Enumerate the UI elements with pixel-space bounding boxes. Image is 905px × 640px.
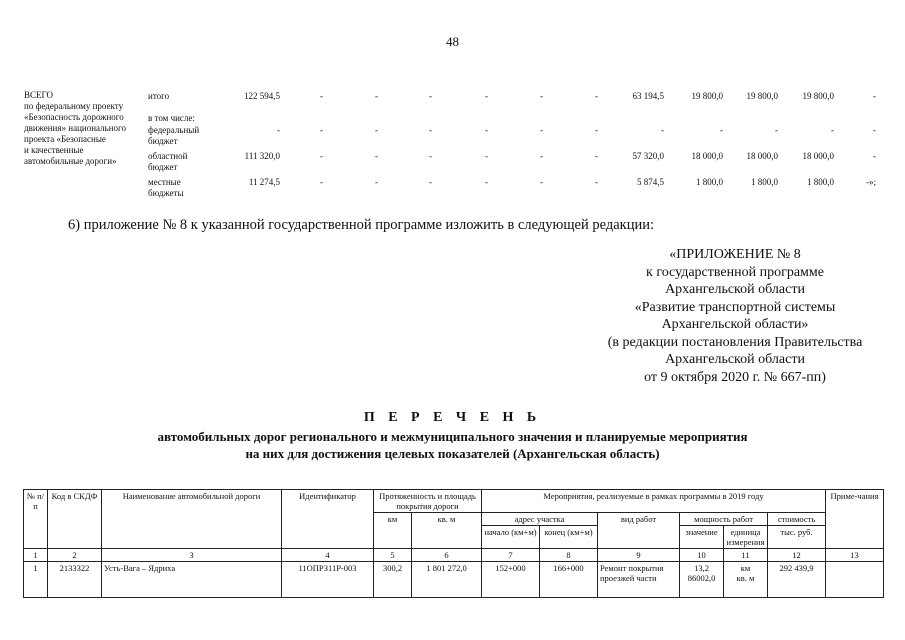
list-title: П Е Р Е Ч Е Н Ь: [363, 410, 542, 425]
budget-label-line: и качественные: [24, 145, 84, 155]
row-value-2: 86002,0: [687, 573, 716, 583]
table-row: [24, 562, 884, 598]
budget-value-cell: -: [540, 125, 543, 135]
budget-label-line: по федеральному проекту: [24, 101, 124, 111]
header-start: начало (км+м): [482, 526, 540, 549]
budget-label-line: ВСЕГО: [24, 90, 53, 100]
appendix-line: Архангельской области: [665, 352, 805, 367]
budget-value-cell: 18 000,0: [691, 151, 723, 161]
col-number: 11: [724, 549, 768, 562]
header-address: адрес участка: [482, 513, 598, 526]
budget-value-cell: 18 000,0: [802, 151, 834, 161]
col-number: 13: [826, 549, 884, 562]
header-work-type: вид работ: [598, 513, 680, 549]
appendix-line: «ПРИЛОЖЕНИЕ № 8: [669, 247, 801, 262]
budget-label-line: движения» национального: [24, 123, 126, 133]
budget-value-cell: -: [595, 177, 598, 187]
header-capacity: мощность работ: [680, 513, 768, 526]
budget-value-cell: 19 800,0: [802, 91, 834, 101]
header-km: км: [374, 513, 412, 549]
budget-value-cell: -: [540, 151, 543, 161]
budget-value-cell: 5 874,5: [637, 177, 664, 187]
budget-value-cell: -: [485, 91, 488, 101]
appendix-line: (в редакции постановления Правительства: [607, 334, 863, 350]
budget-value-cell: 63 194,5: [632, 91, 664, 101]
amendment-text: 6) приложение № 8 к указанной государственной программе изложить в следующей редакции:: [68, 217, 655, 233]
budget-value-cell: -: [277, 125, 280, 135]
budget-value-cell: -: [375, 151, 378, 161]
budget-value-cell: -: [429, 91, 432, 101]
col-number: 12: [768, 549, 826, 562]
appendix-line: Архангельской области»: [661, 317, 809, 332]
budget-value-cell: -: [873, 125, 876, 135]
col-number: 10: [680, 549, 724, 562]
header-name: Наименование автомобильной дороги: [102, 490, 282, 549]
budget-row-type: федеральный бюджет: [148, 125, 200, 146]
budget-label: [24, 90, 144, 167]
roads-table: [23, 489, 883, 614]
budget-value-cell: -: [775, 125, 778, 135]
budget-value-cell: -: [320, 151, 323, 161]
header-thousand: тыс. руб.: [768, 526, 826, 549]
row-value-1: 13,2: [694, 563, 709, 573]
budget-value-cell: 1 800,0: [751, 177, 778, 187]
row-value: [680, 562, 724, 598]
appendix-line: Архангельской области: [665, 282, 805, 297]
row-road-name: Усть-Вага – Ядриха: [102, 562, 282, 598]
row-end: 166+000: [540, 562, 598, 598]
row-start: 152+000: [482, 562, 540, 598]
budget-value-cell: -: [595, 151, 598, 161]
budget-value-cell: 11 274,5: [248, 177, 280, 187]
header-length: Протяженность и площадь покрытия дороги: [374, 490, 482, 513]
budget-value-cell: -: [540, 177, 543, 187]
page-number: 48: [446, 34, 459, 49]
budget-value-cell: -: [595, 91, 598, 101]
budget-value-cell: -: [375, 91, 378, 101]
row-code: 2133322: [48, 562, 102, 598]
col-number: 4: [282, 549, 374, 562]
budget-value-cell: -: [375, 125, 378, 135]
header-sqm: кв. м: [412, 513, 482, 549]
budget-value-cell: -: [595, 125, 598, 135]
budget-value-cell: 1 800,0: [696, 177, 723, 187]
row-km: 300,2: [374, 562, 412, 598]
row-num: 1: [24, 562, 48, 598]
budget-label-line: проекта «Безопасные: [24, 134, 106, 144]
budget-value-cell: 111 320,0: [244, 151, 280, 161]
budget-value-cell: 18 000,0: [746, 151, 778, 161]
col-number: 2: [48, 549, 102, 562]
budget-value-cell: -: [873, 91, 876, 101]
budget-value-cell: -: [485, 151, 488, 161]
budget-value-cell: -: [485, 125, 488, 135]
list-subtitle-line: автомобильных дорог регионального и межмуниципального значения и планируемые мероприятия: [157, 429, 748, 444]
col-number: 7: [482, 549, 540, 562]
budget-value-cell: -: [540, 91, 543, 101]
budget-value-cell: 19 800,0: [746, 91, 778, 101]
row-identifier: 11ОПРЗ11Р-003: [282, 562, 374, 598]
col-number: 5: [374, 549, 412, 562]
appendix-line: от 9 октября 2020 г. № 667-пп): [644, 369, 826, 385]
budget-value-cell: 122 594,5: [244, 91, 280, 101]
budget-value-cell: -: [661, 125, 664, 135]
header-notes: Приме-чания: [826, 490, 884, 549]
budget-value-cell: -: [429, 125, 432, 135]
col-number: 8: [540, 549, 598, 562]
budget-value-cell: -: [320, 177, 323, 187]
budget-value-cell: -»;: [866, 177, 876, 187]
col-number: 9: [598, 549, 680, 562]
header-end: конец (км+м): [540, 526, 598, 549]
header-cost: стоимость: [768, 513, 826, 526]
column-number-row: [24, 549, 884, 562]
header-identifier: Идентификатор: [282, 490, 374, 549]
budget-value-cell: 1 800,0: [807, 177, 834, 187]
budget-value-cell: 19 800,0: [691, 91, 723, 101]
budget-row-type: итого: [148, 91, 170, 101]
budget-value-cell: -: [320, 125, 323, 135]
appendix-line: «Развитие транспортной системы: [634, 299, 836, 315]
list-subtitle: [0, 428, 905, 462]
appendix-line: к государственной программе: [646, 264, 824, 280]
budget-row-type: местные бюджеты: [148, 177, 184, 198]
budget-value-cell: -: [429, 151, 432, 161]
list-subtitle-line: на них для достижения целевых показателей (Архангельская область): [245, 446, 660, 461]
budget-value-cell: -: [873, 151, 876, 161]
budget-value-cell: -: [429, 177, 432, 187]
budget-value-cell: -: [375, 177, 378, 187]
budget-value-cell: -: [320, 91, 323, 101]
budget-label-line: «Безопасность дорожного: [24, 112, 124, 122]
header-unit: единица измерения: [724, 526, 768, 549]
row-work-type: Ремонт покрытия проезжей части: [598, 562, 680, 598]
row-notes: [826, 562, 884, 598]
row-sqm: 1 801 272,0: [412, 562, 482, 598]
appendix-heading: [590, 246, 880, 386]
header-value: значение: [680, 526, 724, 549]
header-code: Код в СКДФ: [48, 490, 102, 549]
row-unit-1: км: [740, 563, 751, 573]
budget-value-cell: 57 320,0: [632, 151, 664, 161]
row-unit-2: кв. м: [736, 573, 755, 583]
col-number: 1: [24, 549, 48, 562]
col-number: 6: [412, 549, 482, 562]
budget-value-cell: -: [831, 125, 834, 135]
budget-label-line: автомобильные дороги»: [24, 156, 117, 166]
budget-row-type: областной бюджет: [148, 151, 188, 172]
col-number: 3: [102, 549, 282, 562]
budget-row-type: в том числе:: [148, 113, 195, 123]
row-unit: [724, 562, 768, 598]
header-events: Мероприятия, реализуемые в рамках программы в 2019 году: [482, 490, 826, 513]
header-num: № п/п: [24, 490, 48, 549]
row-cost: 292 439,9: [768, 562, 826, 598]
budget-value-cell: -: [720, 125, 723, 135]
budget-value-cell: -: [485, 177, 488, 187]
